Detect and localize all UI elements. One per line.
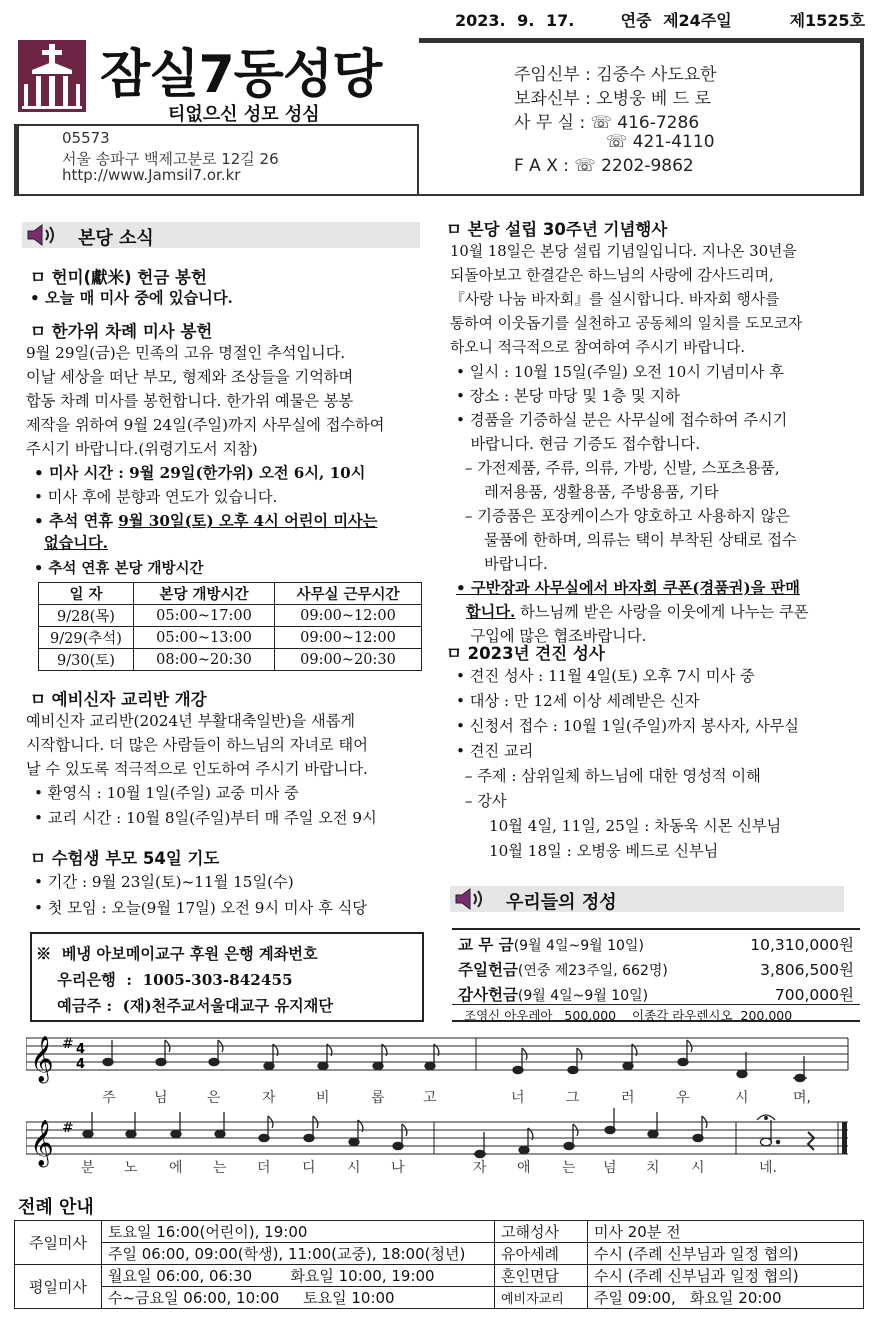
chuseok-no-kids-mass: • 추석 연휴 9월 30일(토) 오후 4시 어린이 미사는 <box>34 512 378 530</box>
issue-number: 제1525호 <box>789 11 866 30</box>
lyric: 우 <box>676 1090 690 1106</box>
staff-assistant: 보좌신부 : 오병웅 베 드 로 <box>514 89 711 109</box>
chuseok-body-1: 9월 29일(금)은 민족의 고유 명절인 추석입니다. <box>26 344 346 362</box>
offering-row: 감사헌금(9월 4일~9월 10일) 700,000원 <box>458 986 854 1004</box>
chuseok-body-3: 합동 차례 미사를 봉헌합니다. 한가위 예물은 봉봉 <box>26 392 354 410</box>
catechumen-body-1: 예비신자 교리반(2024년 부활대축일반)을 새롭게 <box>26 712 356 730</box>
confirmation-date: • 견진 성사 : 11월 4일(토) 오후 7시 미사 중 <box>456 667 755 685</box>
anniversary-date: • 일시 : 10월 15일(주일) 오전 10시 기념미사 후 <box>456 363 784 381</box>
anniversary-prizes: • 경품을 기증하실 분은 사무실에 접수하여 주시기 <box>456 411 788 429</box>
lyric: 자 <box>262 1090 276 1106</box>
bank-account-holder: 예금주 : (재)천주교서울대교구 유지재단 <box>36 997 334 1015</box>
sunday-mass-label: 주일미사 <box>15 1221 102 1265</box>
lyric: 시 <box>347 1160 361 1176</box>
anniversary-place: • 장소 : 본당 마당 및 1층 및 지하 <box>456 387 680 405</box>
lyric: 주 <box>102 1090 116 1106</box>
lyric: 네. <box>759 1160 777 1176</box>
catechumen-time: • 교리 시간 : 10월 8일(주일)부터 매 주일 오전 9시 <box>34 809 377 827</box>
table-row: 9/28(목) 05:00~17:00 09:00~12:00 <box>39 605 422 627</box>
offering-row: 교 무 금(9월 4일~9월 10일) 10,310,000원 <box>458 936 854 954</box>
table-row: 주일 06:00, 09:00(학생), 11:00(교중), 18:00(청년) 유아세례 수시 (주례 신부님과 일정 협의) <box>15 1243 864 1265</box>
svg-text:#: # <box>62 1120 74 1136</box>
chuseok-body-4: 제작을 위하여 9월 24일(주일)까지 사무실에 접수하여 <box>26 416 385 434</box>
bank-account-number: 우리은행 : 1005-303-842455 <box>36 971 293 989</box>
svg-text:4: 4 <box>76 1042 86 1057</box>
anniversary-prizes-2: 바랍니다. 현금 기증도 접수합니다. <box>456 435 701 453</box>
staff-fax: F A X : ☏ 2202-9862 <box>514 156 694 176</box>
catechumen-body-2: 시작합니다. 더 많은 사람들이 하느님의 자녀로 태어 <box>26 736 368 754</box>
lyric: 너 <box>511 1090 525 1106</box>
confirmation-apply: • 신청서 접수 : 10월 1일(주일)까지 봉사자, 사무실 <box>456 717 799 735</box>
offering-donors: 조영신 아우레아 500,000 이종각 라우렌시오 200,000 <box>464 1008 793 1023</box>
lyric: 시 <box>691 1160 705 1176</box>
prize-condition-2: 물품에 한하며, 의류는 택이 부착된 상태로 접수 <box>460 531 797 549</box>
staff-pastor: 주임신부 : 김중수 사도요한 <box>514 65 717 85</box>
lyric: 애 <box>517 1160 531 1176</box>
issue-date: 2023. 9. 17. <box>455 11 575 30</box>
anniversary-body-1: 10월 18일은 본당 설립 기념일입니다. 지나온 30년을 <box>450 243 797 260</box>
speaker-icon <box>454 887 486 911</box>
exam-prayer-first-meeting: • 첫 모임 : 오늘(9월 17일) 오전 9시 미사 후 식당 <box>34 899 367 917</box>
chuseok-incense: • 미사 후에 분향과 연도가 있습니다. <box>34 488 278 506</box>
chuseok-body-2: 이날 세상을 떠난 부모, 형제와 조상들을 기억하며 <box>26 368 354 386</box>
holiday-hours-title: • 추석 연휴 본당 개방시간 <box>34 560 204 577</box>
catechumen-welcome: • 환영식 : 10월 1일(주일) 교중 미사 중 <box>34 784 299 802</box>
anniversary-body-3: 『사랑 나눔 바자회』를 실시합니다. 바자회 행사를 <box>450 291 780 308</box>
table-row: 주일미사 토요일 16:00(어린이), 19:00 고해성사 미사 20분 전 <box>15 1221 864 1243</box>
lyric: 은 <box>207 1090 221 1106</box>
church-address: 서울 송파구 백제고분로 12길 26 <box>62 150 279 168</box>
lyric: 노 <box>124 1160 138 1176</box>
music-staff <box>26 1030 856 1182</box>
chuseok-no-kids-mass-2: 없습니다. <box>44 534 108 552</box>
lecturer-2: 10월 18일 : 오병웅 베드로 신부님 <box>460 842 719 860</box>
section-header-offerings <box>450 886 844 912</box>
lyric: 넘 <box>603 1160 617 1176</box>
confirmation-title: ㅁ 2023년 견진 성사 <box>446 644 605 663</box>
table-row: 9/30(토) 08:00~20:30 09:00~20:30 <box>39 649 422 671</box>
anniversary-title: ㅁ 본당 설립 30주년 기념행사 <box>446 220 668 239</box>
church-logo <box>18 40 86 112</box>
section-title: 우리들의 정성 <box>506 892 617 913</box>
chuseok-mass-time: • 미사 시간 : 9월 29일(한가위) 오전 6시, 10시 <box>34 464 366 482</box>
lyric: 고 <box>423 1090 437 1106</box>
chuseok-mass-title: ㅁ 한가위 차례 미사 봉헌 <box>30 322 213 341</box>
doctrine-theme: – 주제 : 삼위일체 하느님에 대한 영성적 이해 <box>460 767 761 785</box>
coupon-sale-3: 구입에 많은 협조바랍니다. <box>456 627 647 645</box>
weekday-mass-label: 평일미사 <box>15 1265 102 1309</box>
lyric: 며, <box>793 1090 811 1106</box>
offering-row: 주일헌금(연중 제23주일, 662명) 3,806,500원 <box>458 961 854 979</box>
table-row: 9/29(추석) 05:00~13:00 09:00~12:00 <box>39 627 422 649</box>
lecturer-1: 10월 4일, 11일, 25일 : 차동욱 시몬 신부님 <box>460 817 782 835</box>
holiday-hours-table <box>38 582 422 671</box>
issue-line <box>455 8 865 31</box>
table-row: 일 자 본당 개방시간 사무실 근무시간 <box>39 583 422 605</box>
exam-prayer-period: • 기간 : 9월 23일(토)~11월 15일(수) <box>34 873 294 891</box>
prize-items-2: 레저용품, 생활용품, 주방용품, 기타 <box>460 483 719 501</box>
lyric: 자 <box>473 1160 487 1176</box>
issue-season: 연중 제24주일 <box>620 11 732 30</box>
church-website[interactable]: http://www.Jamsil7.or.kr <box>62 166 241 184</box>
lyric: 러 <box>621 1090 635 1106</box>
exam-prayer-title: ㅁ 수험생 부모 54일 기도 <box>30 849 220 868</box>
lyric: 는 <box>562 1160 576 1176</box>
svg-text:4: 4 <box>76 1057 86 1072</box>
bank-account-title: ※ 베냉 아보메이교구 후원 은행 계좌번호 <box>36 945 318 963</box>
liturgy-table <box>14 1220 864 1309</box>
lyric: 롭 <box>371 1090 385 1106</box>
music-score <box>26 1030 856 1182</box>
coupon-sale: • 구반장과 사무실에서 바자회 쿠폰(경품권)을 판매 <box>456 579 800 597</box>
liturgy-title: 전례 안내 <box>18 1197 94 1218</box>
lyric: 시 <box>735 1090 749 1106</box>
speaker-icon <box>26 223 58 247</box>
section-header-parish-news <box>22 222 420 248</box>
postal-code: 05573 <box>62 129 110 147</box>
church-patron: 티없으신 성모 성심 <box>168 104 320 125</box>
lyric: 분 <box>81 1160 95 1176</box>
anniversary-body-5: 하오니 적극적으로 참여하여 주시기 바랍니다. <box>450 339 746 356</box>
lyric: 나 <box>391 1160 405 1176</box>
confirmation-doctrine: • 견진 교리 <box>456 742 534 760</box>
table-row: 평일미사 월요일 06:00, 06:30 화요일 10:00, 19:00 혼인면담 수시 (주례 신부님과 일정 협의) <box>15 1265 864 1287</box>
lyric: 는 <box>213 1160 227 1176</box>
doctrine-lecturer: – 강사 <box>460 792 507 810</box>
rice-offering-title: ㅁ 헌미(獻米) 헌금 봉헌 <box>30 268 207 287</box>
lyric: 그 <box>566 1090 580 1106</box>
svg-text:#: # <box>62 1036 74 1052</box>
rice-offering-line: • 오늘 매 미사 중에 있습니다. <box>30 289 233 307</box>
lyric: 치 <box>646 1160 660 1176</box>
staff-office: 사 무 실 : ☏ 416-7286 <box>514 113 700 133</box>
church-name: 잠실7동성당 <box>100 45 382 105</box>
prize-condition-3: 바랍니다. <box>460 555 548 573</box>
prize-condition: – 기증품은 포장케이스가 양호하고 사용하지 않은 <box>460 507 790 525</box>
lyric: 디 <box>302 1160 316 1176</box>
offerings-box <box>452 928 860 1022</box>
prize-items: – 가전제품, 주류, 의류, 가방, 신발, 스포츠용품, <box>460 459 780 477</box>
coupon-sale-2: 합니다. 하느님께 받은 사랑을 이웃에게 나누는 쿠폰 <box>466 603 809 621</box>
lyric: 에 <box>169 1160 183 1176</box>
staff-office-2: ☏ 421-4110 <box>606 132 715 152</box>
section-title: 본당 소식 <box>78 228 154 249</box>
lyric: 님 <box>154 1090 168 1106</box>
svg-text:𝄞: 𝄞 <box>30 1036 54 1082</box>
lyric: 비 <box>316 1090 330 1106</box>
catechumen-body-3: 날 수 있도록 적극적으로 인도하여 주시기 바랍니다. <box>26 760 368 778</box>
chuseok-body-5: 주시기 바랍니다.(위령기도서 지참) <box>26 440 258 458</box>
anniversary-body-2: 되돌아보고 한결같은 하느님의 사랑에 감사드리며, <box>450 267 774 284</box>
confirmation-target: • 대상 : 만 12세 이상 세례받은 신자 <box>456 692 700 710</box>
anniversary-body-4: 통하여 이웃돕기를 실천하고 공동체의 일치를 도모코자 <box>450 315 803 332</box>
lyric: 더 <box>257 1160 271 1176</box>
catechumen-title: ㅁ 예비신자 교리반 개강 <box>30 690 207 709</box>
svg-text:𝄞: 𝄞 <box>30 1120 54 1166</box>
table-row: 수~금요일 06:00, 10:00 토요일 10:00 예비자교리 주일 09:00, 화요일 20:00 <box>15 1287 864 1309</box>
